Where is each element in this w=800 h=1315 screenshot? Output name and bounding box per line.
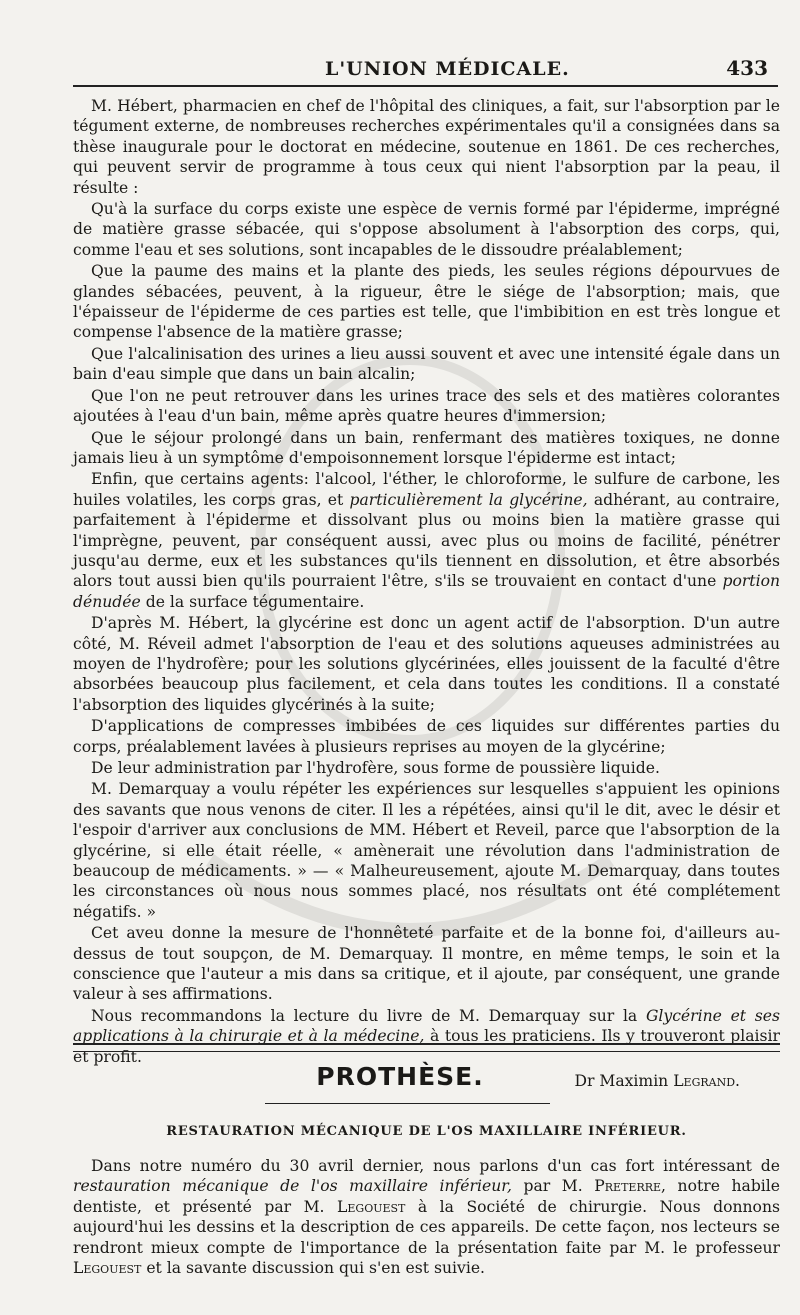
- text-run: par M.: [511, 1177, 595, 1196]
- text-run: Que l'alcalinisation des urines a lieu aussi souvent et avec une intensité égale dans un bain d'eau simple que dans un bain alcalin;: [73, 344, 780, 384]
- text-run: à la Société de chirurgie. Nous donnons aujourd'hui les dessins et la description de ces appareils. De cette façon, nos lecteurs se rendront mieux compte de l'importance de la présentation faite par M. le professeur: [73, 1197, 780, 1257]
- header-rule: [73, 85, 778, 87]
- text-run: de la surface tégumentaire.: [140, 592, 365, 611]
- text-run: Que la paume des mains et la plante des pieds, les seules régions dépourvues de glandes sébacées, peuvent, à la rigueur, être le siége de l'absorption; mais, que l'épaisseur de l'épiderme de ces parties est telle, que l'imbibition en est très longue et compense l'absence de la matière grasse;: [73, 262, 780, 342]
- paragraph: [73, 613, 780, 715]
- text-run: De leur administration par l'hydrofère, sous forme de poussière liquide.: [91, 759, 660, 777]
- text-run: M. Demarquay a voulu répéter les expériences sur lesquelles s'appuient les opinions des savants que nous venons de citer. Il les a répétées, ainsi qu'il le dit, avec le désir et l'espoir d'arriver aux conclusions de MM. Hébert et Reveil, parce que l'absorption de la glycérine, si elle était réelle, « amènerait une révolution dans l'administration de beaucoup de médicaments. » — « Malheureusement, ajoute M. Demarquay, dans toutes les circonstances où nous nous sommes placé, nos résultats ont été complétement négatifs. »: [73, 780, 780, 921]
- signature-prefix: Dr Maximin: [574, 1072, 674, 1091]
- signature-name: Legrand.: [673, 1072, 740, 1091]
- section-heading: PROTHÈSE.: [316, 1062, 484, 1091]
- text-run: Nous recommandons la lecture du livre de M. Demarquay sur la: [91, 1006, 646, 1025]
- paragraph: [73, 199, 780, 260]
- paragraph: [73, 344, 780, 385]
- paragraph: [73, 386, 780, 427]
- paragraph: [73, 923, 780, 1005]
- text-run: Qu'à la surface du corps existe une espèce de vernis formé par l'épiderme, imprégné de matière grasse sébacée, qui s'oppose absolument à l'absorption des corps, qui, comme l'eau et ses solutions, sont incapables de le dissoudre préalablement;: [73, 200, 780, 259]
- text-run: , notre habile dentiste, et présenté par M.: [73, 1177, 781, 1216]
- text-run: adhérant, au contraire, parfaitement à l'épiderme et dissolvant plus ou moins bien la matière grasse qui l'imprègne, peuvent, par conséquent aussi, avec plus ou moins de facilité, pénétrer jusqu'au derme, eux et les substances qu'ils tiennent en dissolution, et être absorbés alors tout aussi bien qu'ils pourraient l'être, s'ils se trouvaient en contact d'une: [73, 490, 780, 591]
- text-run: à tous les praticiens. Ils y trouveront plaisir et profit.: [73, 1027, 780, 1066]
- paragraph-list: [73, 96, 780, 1067]
- paragraph: [73, 261, 780, 343]
- text-run: D'applications de compresses imbibées de ces liquides sur différentes parties du corps, préalablement lavées à plusieurs reprises au moyen de la glycérine;: [73, 717, 780, 756]
- text-run: et la savante discussion qui s'en est suivie.: [141, 1259, 486, 1278]
- small-caps-run: Legouest: [73, 1259, 142, 1278]
- text-run: M. Hébert, pharmacien en chef de l'hôpital des cliniques, a fait, sur l'absorption par le tégument externe, de nombreuses recherches expérimentales qu'il a consignées dans sa thèse inaugurale pour le doctorat en médecine, soutenue en 1861. De ces recherches, qui peuvent servir de programme à tous ceux qui nient l'absorption par la peau, il résulte :: [73, 97, 780, 197]
- italic-run: restauration mécanique de l'os maxillaire inférieur,: [73, 1177, 512, 1196]
- paragraph: [73, 716, 780, 757]
- text-run: Que l'on ne peut retrouver dans les urines trace des sels et des matières colorantes ajoutées à l'eau d'un bain, même après quatre heures d'immersion;: [73, 386, 780, 426]
- paragraph: [73, 758, 780, 778]
- paragraph: [73, 96, 780, 198]
- article-subtitle: RESTAURATION MÉCANIQUE DE L'OS MAXILLAIRE INFÉRIEUR.: [166, 1124, 687, 1139]
- text-run: Cet aveu donne la mesure de l'honnêteté parfaite et de la bonne foi, d'ailleurs au-dessus de tout soupçon, de M. Demarquay. Il montre, en même temps, le soin et la conscience que l'auteur a mis dans sa critique, et il ajoute, par conséquent, une grande valeur à ses affirmations.: [73, 924, 780, 1004]
- heading-rule: [265, 1103, 550, 1104]
- text-run: Enfin, que certains agents: l'alcool, l'éther, le chloroforme, le sulfure de carbone, les huiles volatiles, les corps gras, et: [73, 470, 780, 509]
- text-run: Dans notre numéro du 30 avril dernier, nous parlons d'un cas fort intéressant de: [91, 1157, 780, 1175]
- paragraph: [73, 469, 780, 612]
- italic-run: Glycérine et ses applications à la chirurgie et à la médecine,: [73, 1006, 780, 1046]
- italic-run: portion dénudée: [73, 572, 780, 611]
- paragraph: [73, 1006, 780, 1067]
- text-run: Que le séjour prolongé dans un bain, renfermant des matières toxiques, ne donne jamais lieu à un symptôme d'empoisonnement lorsque l'épiderme est intact;: [73, 428, 780, 467]
- article-body: [73, 96, 780, 1092]
- text-run: D'après M. Hébert, la glycérine est donc un agent actif de l'absorption. D'un autre côté, M. Réveil admet l'absorption de l'eau et des solutions aqueuses administrées au moyen de l'hydrofère; pour les solutions glycérinées, elles jouissent de la faculté d'être absorbées beaucoup plus facilement, et cela dans toutes les conditions. Il a constaté l'absorption des liquides glycérinés à la suite;: [73, 614, 780, 714]
- page-header: [75, 56, 780, 84]
- section-divider: [73, 1043, 780, 1052]
- small-caps-run: Preterre: [594, 1177, 662, 1196]
- page-number: 433: [726, 56, 768, 80]
- section-body: [73, 1156, 780, 1278]
- italic-run: particulièrement la glycérine,: [349, 490, 588, 509]
- paragraph: [73, 779, 780, 922]
- paragraph: [73, 1156, 780, 1278]
- small-caps-run: Legouest: [337, 1197, 406, 1216]
- paragraph: [73, 428, 780, 469]
- running-title: L'UNION MÉDICALE.: [325, 58, 570, 80]
